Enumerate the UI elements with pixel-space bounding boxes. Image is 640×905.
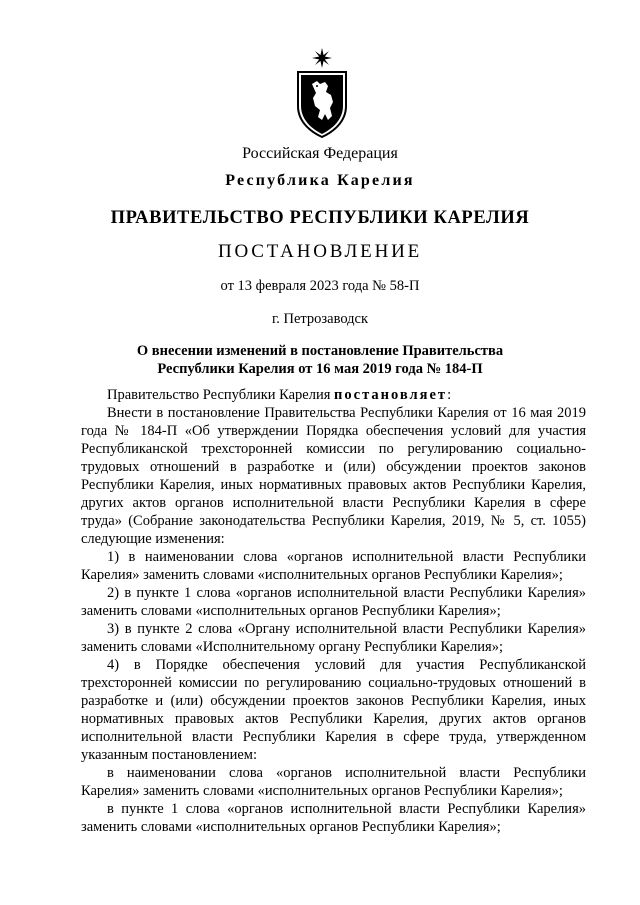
item-1: 1) в наименовании слова «органов исполнительной власти Республики Карелия» заменить словами «исполнительных органов Республики Карелия»; <box>81 549 586 583</box>
preamble-colon: : <box>447 387 452 403</box>
preamble-text: Правительство Республики Карелия <box>107 387 335 403</box>
item-3: 3) в пункте 2 слова «Органу исполнительной власти Республики Карелия» заменить словами «Исполнительному органу Республики Карелия»; <box>81 621 586 655</box>
document-title-line-1: О внесении изменений в постановление Правительства <box>136 343 504 359</box>
preamble-verb: постановляет <box>334 387 448 403</box>
item-4: 4) в Порядке обеспечения условий для участия Республиканской трехсторонней комиссии по регулированию социально-трудовых отношений в разработке и (или) обсуждении проектов законов Республики Карелия, иных нормативных правовых актов Республики Карелия, других актов органов исполнительной власти Республики Карелия в сфере труда, утвержденном указанным постановлением: <box>81 657 586 763</box>
document-city: г. Петрозаводск <box>271 311 369 327</box>
item-2: 2) в пункте 1 слова «органов исполнительной власти Республики Карелия» заменить словами «исполнительных органов Республики Карелия»; <box>81 585 586 619</box>
sub-item-2: в пункте 1 слова «органов исполнительной власти Республики Карелия» заменить словами «исполнительных органов Республики Карелия»; <box>81 801 586 835</box>
republic-name: Республика Карелия <box>225 172 415 189</box>
sub-item-1: в наименовании слова «органов исполнительной власти Республики Карелия» заменить словами «исполнительных органов Республики Карелия»; <box>81 765 586 799</box>
document-date: от 13 февраля 2023 года № 58-П <box>220 278 420 294</box>
document-body <box>81 386 586 836</box>
document-title-line-2: Республики Карелия от 16 мая 2019 года № 184-П <box>157 361 483 377</box>
preamble <box>81 386 586 404</box>
paragraph-main: Внести в постановление Правительства Республики Карелия от 16 мая 2019 года № 184-П «Об утверждении Порядка обеспечения условий для участия Республиканской трехсторонней комиссии по регулированию социально-трудовых отношений в разработке и (или) обсуждении проектов законов Республики Карелия, иных нормативных правовых актов Республики Карелия, других актов органов исполнительной власти Республики Карелия в сфере труда» (Собрание законодательства Республики Карелия, 2019, № 5, ст. 1055) следующие изменения: <box>81 405 586 547</box>
karelia-coat-of-arms-icon <box>295 48 349 138</box>
government-name: ПРАВИТЕЛЬСТВО РЕСПУБЛИКИ КАРЕЛИЯ <box>110 208 530 228</box>
country-name: Российская Федерация <box>242 145 398 162</box>
document-type: ПОСТАНОВЛЕНИЕ <box>217 241 423 262</box>
